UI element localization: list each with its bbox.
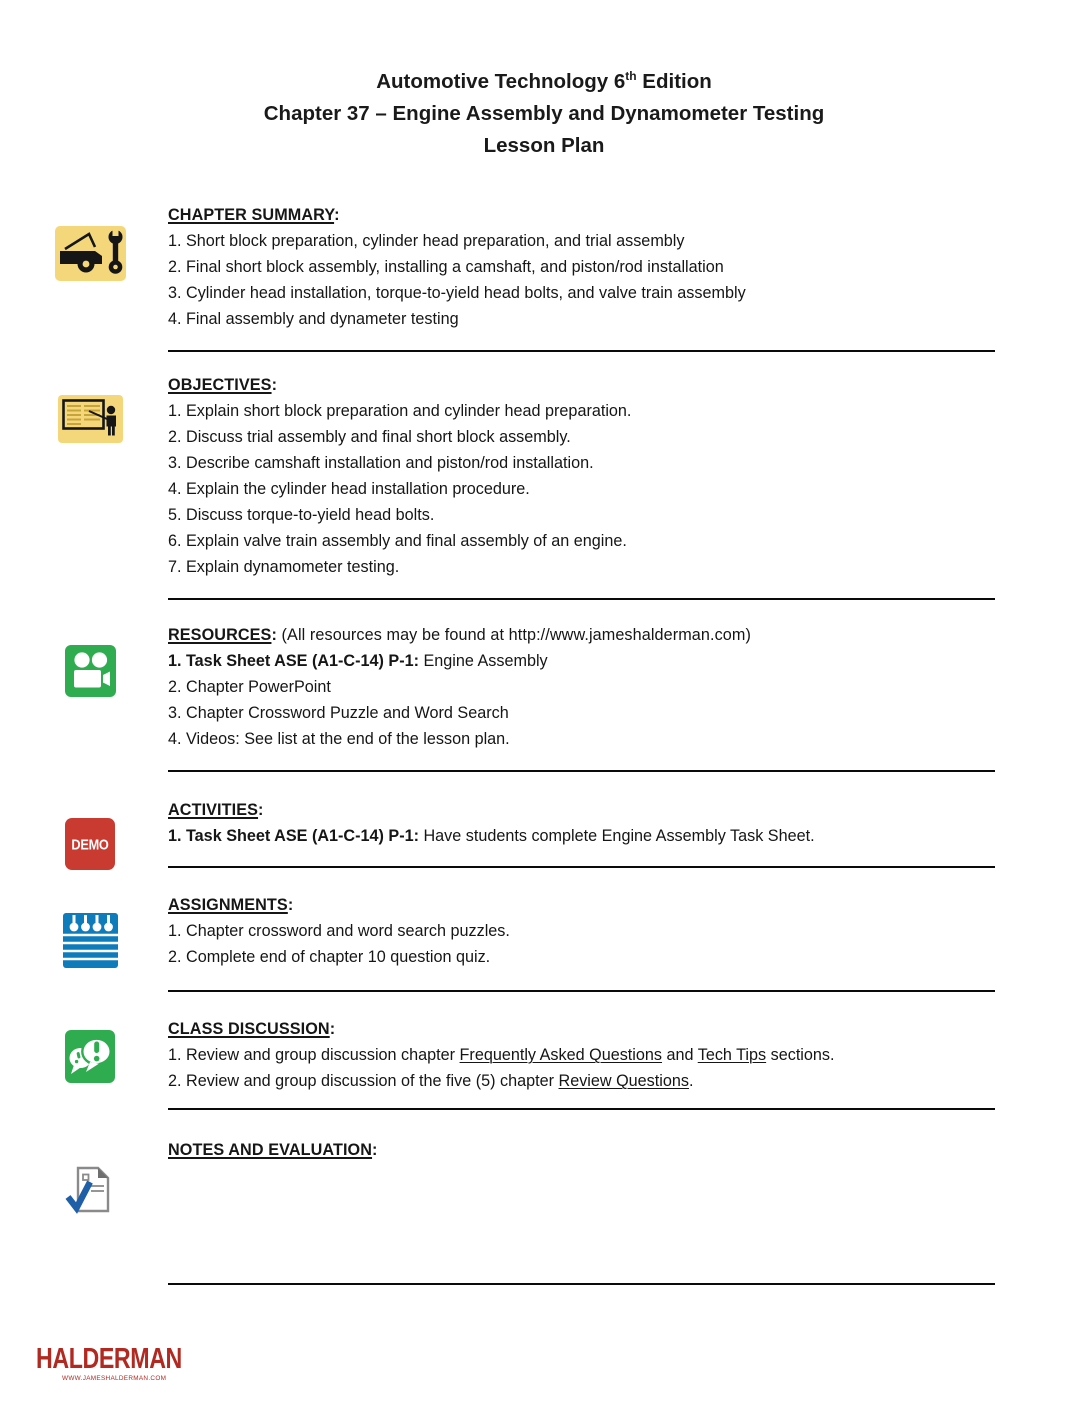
- list-item: 2. Review and group discussion of the five (5) chapter Review Questions.: [168, 1072, 694, 1090]
- section-divider: [168, 770, 995, 772]
- section-heading: CLASS DISCUSSION:: [168, 1020, 336, 1038]
- section-content: [168, 202, 995, 332]
- halderman-logo-url: WWW.JAMESHALDERMAN.COM: [62, 1375, 167, 1382]
- list-item: 4. Videos: See list at the end of the lesson plan.: [168, 730, 510, 748]
- section-class-discussion: [0, 1016, 1088, 1094]
- title-line-3: Lesson Plan: [483, 133, 605, 157]
- section-icon-column: [0, 372, 168, 580]
- section-content: [168, 1137, 995, 1221]
- notepad-icon: [63, 913, 118, 970]
- section-icon-column: [0, 797, 168, 870]
- section-content: [168, 622, 995, 752]
- section-activities: [0, 797, 1088, 870]
- list-item: 6. Explain valve train assembly and final assembly of an engine.: [168, 532, 627, 550]
- discussion-icon: [65, 1030, 115, 1094]
- section-divider: [168, 350, 995, 352]
- list-item: 2. Discuss trial assembly and final short block assembly.: [168, 428, 571, 446]
- video-camera-icon: [65, 645, 116, 752]
- list-item: 4. Explain the cylinder head installation procedure.: [168, 480, 530, 498]
- section-divider: [168, 990, 995, 992]
- list-item: 7. Explain dynamometer testing.: [168, 558, 400, 576]
- car-repair-icon: [55, 226, 126, 332]
- list-item: 2. Complete end of chapter 10 question quiz.: [168, 948, 491, 966]
- demo-icon: [65, 818, 115, 870]
- section-divider: [168, 598, 995, 600]
- section-heading: RESOURCES: (All resources may be found at http://www.jameshalderman.com): [168, 626, 751, 644]
- section-icon-column: [0, 892, 168, 970]
- section-icon-column: [0, 622, 168, 752]
- presentation-icon: [58, 395, 123, 580]
- list-item: 1. Task Sheet ASE (A1-C-14) P-1: Have students complete Engine Assembly Task Sheet.: [168, 827, 815, 845]
- section-resources: [0, 622, 1088, 752]
- list-item: 3. Describe camshaft installation and piston/rod installation.: [168, 454, 594, 472]
- list-item: 3. Cylinder head installation, torque-to-yield head bolts, and valve train assembly: [168, 284, 746, 302]
- svg-text:DEMO: DEMO: [71, 835, 109, 853]
- section-divider: [168, 866, 995, 868]
- list-item: 4. Final assembly and dynameter testing: [168, 310, 459, 328]
- section-icon-column: [0, 1016, 168, 1094]
- section-objectives: [0, 372, 1088, 580]
- section-notes-and-evaluation: [0, 1137, 1088, 1221]
- list-item: 1. Explain short block preparation and cylinder head preparation.: [168, 402, 632, 420]
- section-content: [168, 797, 995, 870]
- section-heading: ACTIVITIES:: [168, 801, 264, 819]
- section-content: [168, 372, 995, 580]
- section-icon-column: [0, 202, 168, 332]
- section-heading: CHAPTER SUMMARY:: [168, 206, 340, 224]
- list-item: 1. Task Sheet ASE (A1-C-14) P-1: Engine Assembly: [168, 652, 548, 670]
- title-line-2: Chapter 37 – Engine Assembly and Dynamometer Testing: [263, 101, 825, 125]
- section-chapter-summary: [0, 202, 1088, 332]
- section-divider: [168, 1108, 995, 1110]
- title-line-1: Automotive Technology 6th Edition: [376, 69, 712, 93]
- section-heading: ASSIGNMENTS:: [168, 896, 294, 914]
- section-content: [168, 892, 995, 970]
- list-item: 2. Final short block assembly, installing a camshaft, and piston/rod installation: [168, 258, 724, 276]
- list-item: 1. Review and group discussion chapter Frequently Asked Questions and Tech Tips sections.: [168, 1046, 835, 1064]
- section-heading: NOTES AND EVALUATION:: [168, 1141, 378, 1159]
- list-item: 3. Chapter Crossword Puzzle and Word Search: [168, 704, 509, 722]
- list-item: 1. Chapter crossword and word search puzzles.: [168, 922, 510, 940]
- halderman-logo: [36, 1345, 218, 1382]
- checked-document-icon: [61, 1163, 119, 1221]
- section-heading: OBJECTIVES:: [168, 376, 278, 394]
- list-item: 5. Discuss torque-to-yield head bolts.: [168, 506, 435, 524]
- halderman-logo-text: HALDERMAN: [36, 1343, 182, 1375]
- section-icon-column: [0, 1137, 168, 1221]
- list-item: 2. Chapter PowerPoint: [168, 678, 331, 696]
- list-item: 1. Short block preparation, cylinder head preparation, and trial assembly: [168, 232, 685, 250]
- section-assignments: [0, 892, 1088, 970]
- section-content: [168, 1016, 995, 1094]
- section-divider: [168, 1283, 995, 1285]
